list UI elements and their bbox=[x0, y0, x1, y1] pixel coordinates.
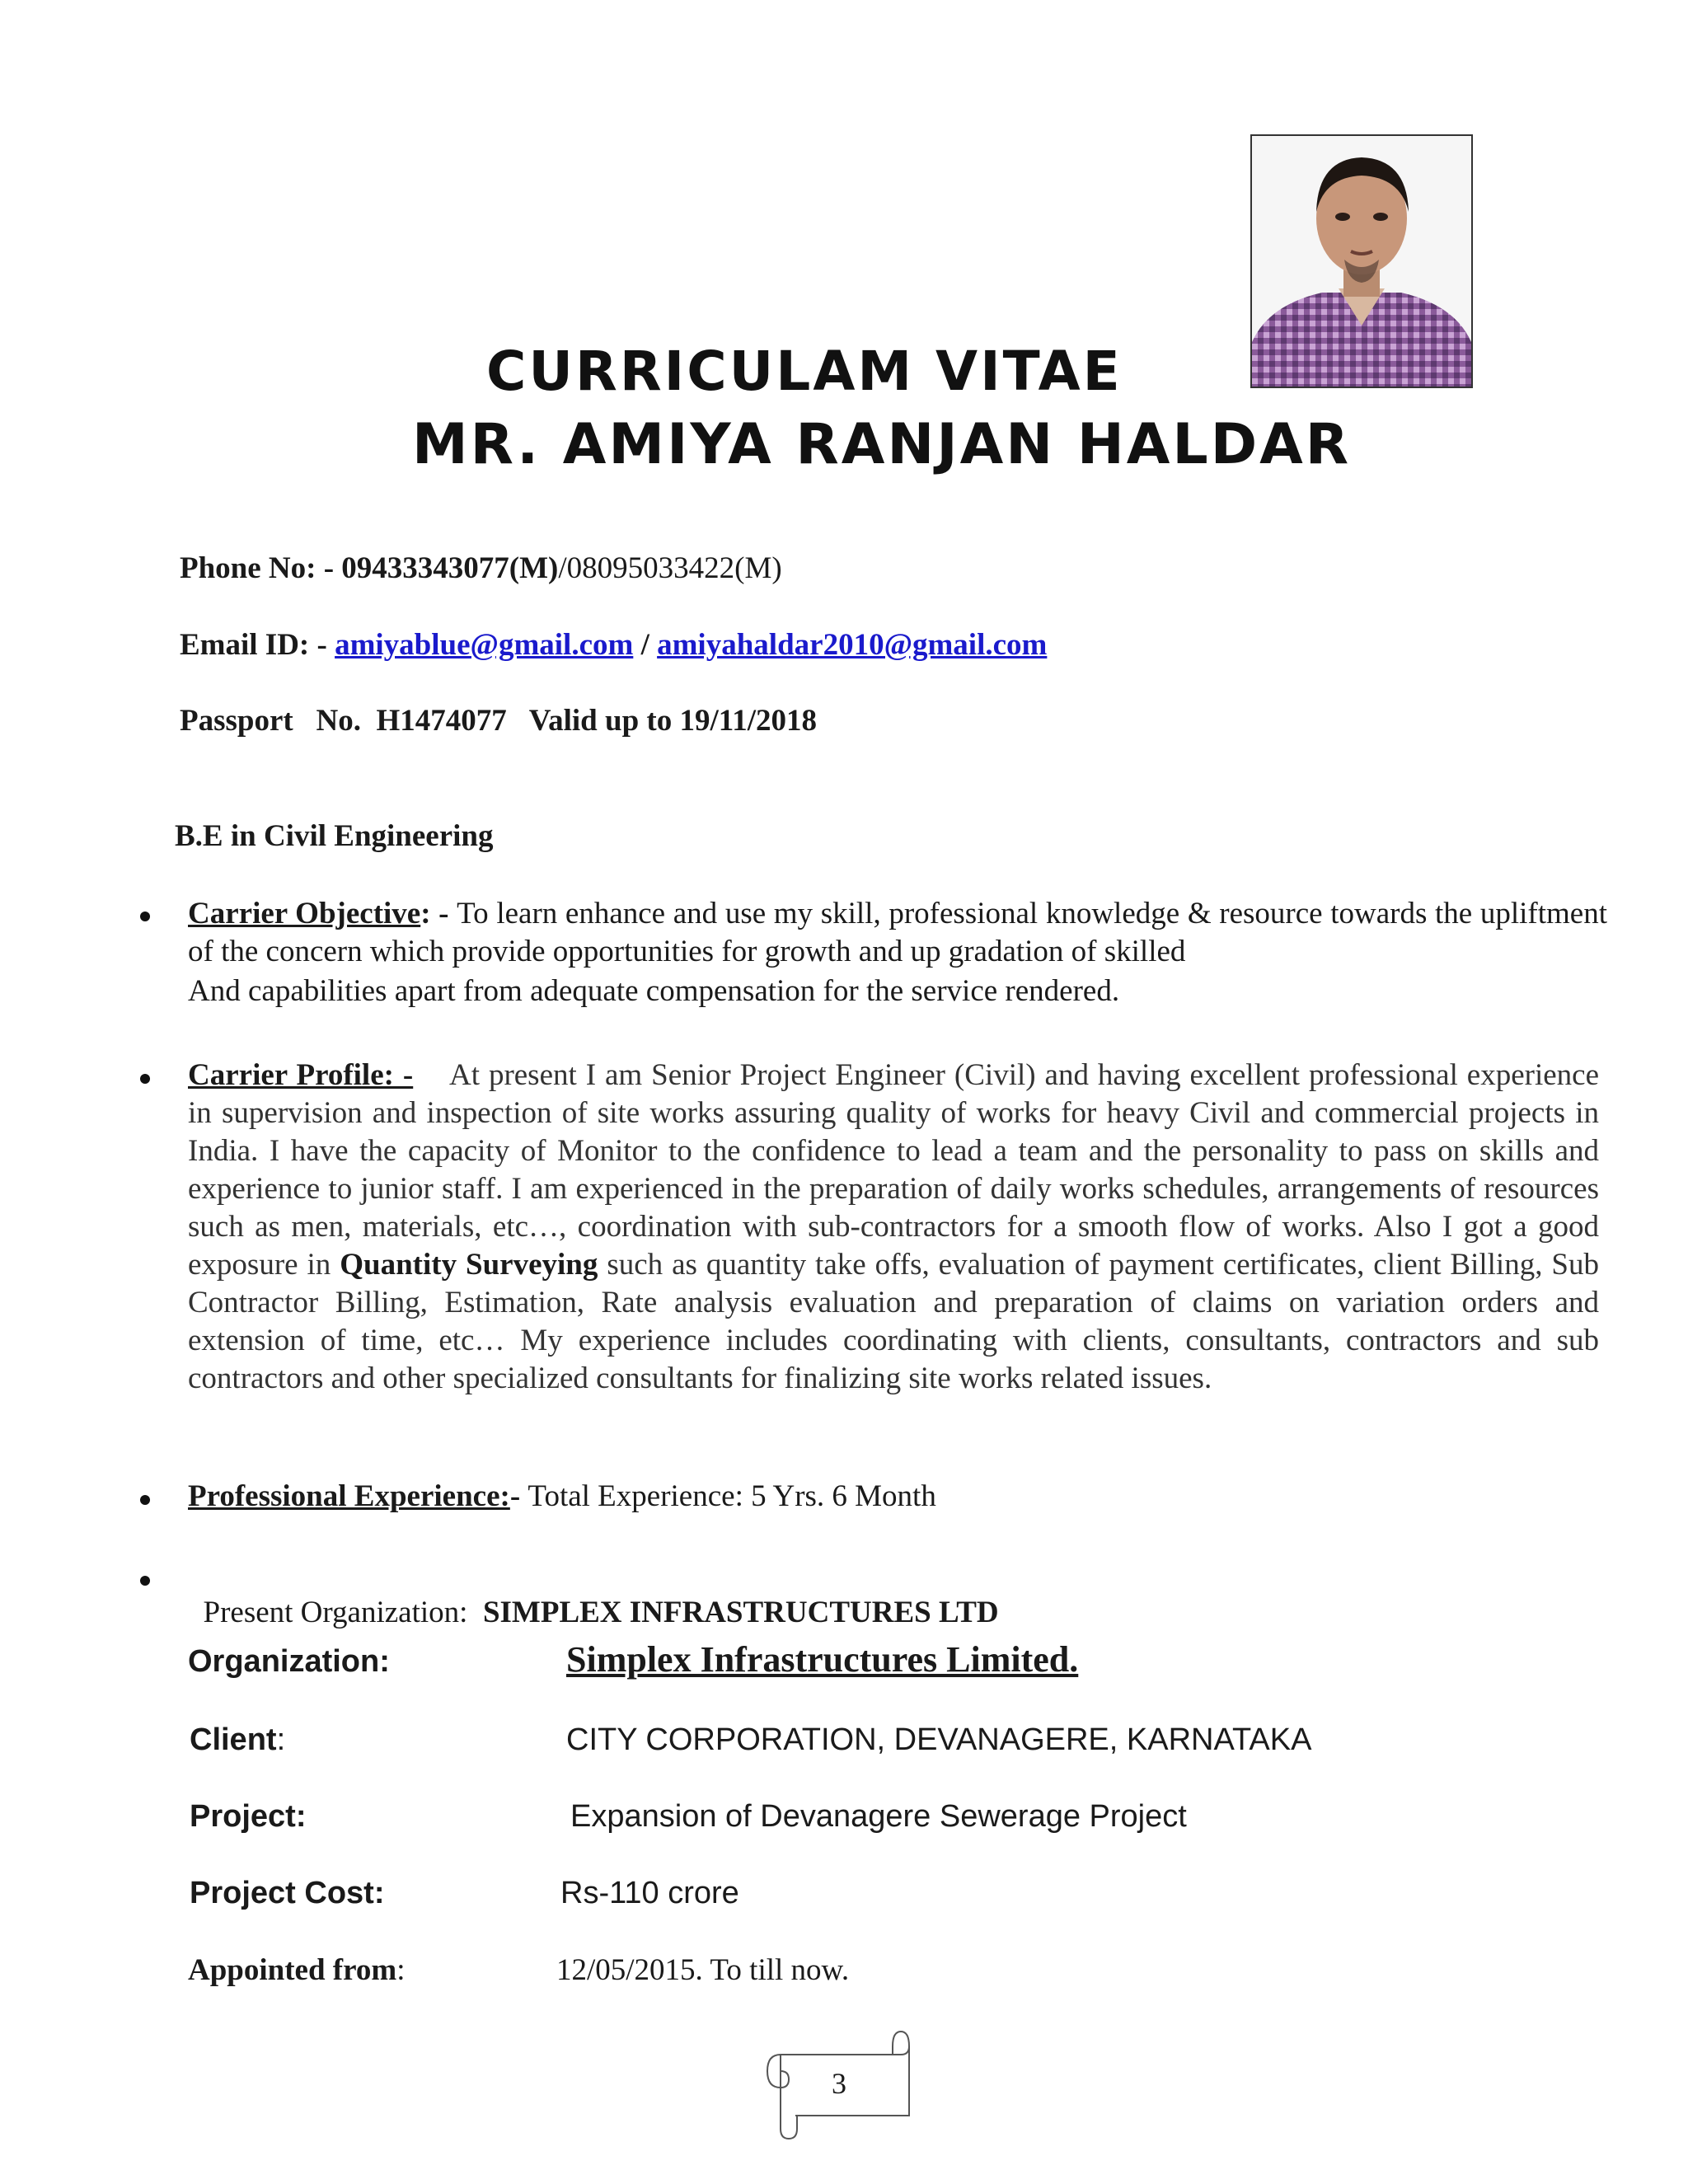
phone-primary: 09433343077(M) bbox=[341, 551, 559, 585]
passport-line: Passport No. H1474077 Valid up to 19/11/2018 bbox=[180, 704, 818, 738]
profile-text-bold: Quantity Surveying bbox=[340, 1248, 598, 1282]
profile-text-a: At present I am Senior Project Engineer (Civil) and having excellent professional experience in supervision and inspection of site works assuring quality of works for heavy Civil and commercial projects in India. I have the capacity of Monitor to the confidence to lead a team and the personality to pass on skills and experience to junior staff. I am experienced in the preparation of daily works schedules, arrangements of resources such as men, materials, etc…, coordination with sub-contractors for a smooth flow of works. Also I got a good exposure in bbox=[188, 1058, 1600, 1282]
bullet-icon bbox=[140, 1576, 150, 1586]
appointed-label: Appointed from bbox=[188, 1953, 397, 1987]
page-number-scroll bbox=[762, 2023, 927, 2147]
project-cost-value: Rs-110 crore bbox=[560, 1876, 739, 1910]
client-label: Client bbox=[190, 1722, 277, 1757]
profile-text-b: such as quantity take offs, evaluation of payment certificates, client Billing, Sub Contractor Billing, Estimation, Rate analysis evaluation and preparation of claims on variation orders and extension of time, etc… My experience includes coordinating with clients, consultants, contractors and sub contractors and other specialized consultants for finalizing site works related issues. bbox=[188, 1248, 1599, 1395]
email-label: Email ID: - bbox=[180, 628, 335, 662]
professional-experience bbox=[188, 1479, 936, 1514]
organization-label: Organization: bbox=[188, 1644, 390, 1679]
appointed-label-row bbox=[188, 1952, 405, 1988]
appointed-value: 12/05/2015. To till now. bbox=[556, 1953, 850, 1987]
objective-separator: : - bbox=[420, 897, 457, 930]
phone-label: Phone No: - bbox=[180, 551, 342, 585]
present-org-label: Present Organization: bbox=[203, 1596, 483, 1629]
client-colon: : bbox=[276, 1722, 286, 1757]
project-cost-label: Project Cost: bbox=[190, 1876, 385, 1910]
present-organization bbox=[188, 1559, 999, 1630]
phone-secondary: /08095033422(M) bbox=[558, 551, 782, 585]
document-title: CURRICULAM VITAE bbox=[486, 340, 1123, 403]
bullet-icon bbox=[140, 912, 150, 921]
organization-value: Simplex Infrastructures Limited. bbox=[566, 1639, 1079, 1680]
experience-label: Professional Experience: bbox=[188, 1479, 510, 1513]
appointed-colon: : bbox=[396, 1953, 406, 1987]
bullet-icon bbox=[140, 1495, 150, 1505]
experience-separator: - bbox=[509, 1479, 528, 1513]
phone-line bbox=[180, 551, 782, 586]
profile-label: Carrier Profile: - bbox=[188, 1058, 414, 1092]
carrier-profile bbox=[188, 1057, 1599, 1398]
candidate-name: MR. AMIYA RANJAN HALDAR bbox=[412, 412, 1352, 477]
present-org-value: SIMPLEX INFRASTRUCTURES LTD bbox=[482, 1596, 999, 1629]
project-label: Project: bbox=[190, 1799, 307, 1834]
email-separator: / bbox=[633, 628, 658, 662]
bullet-icon bbox=[140, 1074, 150, 1084]
client-value: CITY CORPORATION, DEVANAGERE, KARNATAKA bbox=[566, 1722, 1312, 1757]
carrier-objective bbox=[188, 895, 1607, 971]
client-label-row bbox=[190, 1722, 285, 1758]
objective-label: Carrier Objective bbox=[188, 897, 421, 930]
email-link-2[interactable]: amiyahaldar2010@gmail.com bbox=[657, 628, 1048, 662]
email-link-1[interactable]: amiyablue@gmail.com bbox=[335, 628, 634, 662]
degree: B.E in Civil Engineering bbox=[175, 819, 494, 853]
objective-text-continued: And capabilities apart from adequate compensation for the service rendered. bbox=[188, 974, 1120, 1008]
page-number: 3 bbox=[832, 2067, 846, 2100]
profile-photo bbox=[1250, 134, 1473, 388]
objective-text: To learn enhance and use my skill, professional knowledge & resource towards the upliftment of the concern which provide opportunities for growth and up gradation of skilled bbox=[188, 897, 1607, 968]
project-value: Expansion of Devanagere Sewerage Project bbox=[570, 1799, 1187, 1834]
email-line bbox=[180, 627, 1047, 663]
person-portrait-icon bbox=[1252, 136, 1471, 387]
experience-text: Total Experience: 5 Yrs. 6 Month bbox=[528, 1479, 936, 1513]
